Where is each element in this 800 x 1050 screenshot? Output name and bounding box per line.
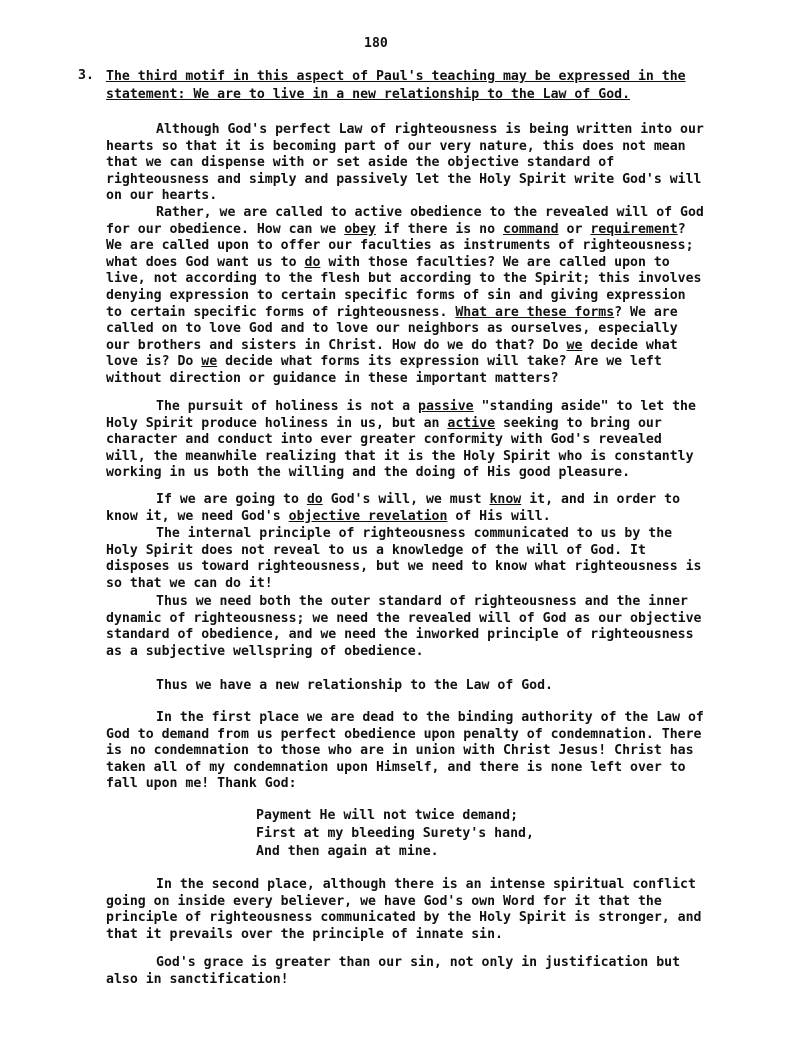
underlined-what-are-these-forms: What are these forms	[455, 304, 615, 320]
p2-text-a: Rather, we are called to active obedience to the revealed will of God for our obedience. How can we	[106, 205, 704, 237]
p3-text-c: seeking to bring our character and conduct into ever greater conformity with God's revealed will, the meanwhile realizing that it is the Holy Spirit who is constantly working in us both the willing and the doing of His good pleasure.	[106, 415, 694, 481]
underlined-know: know	[489, 492, 522, 507]
paragraph-6: Thus we need both the outer standard of righteousness and the inner dynamic of righteousness; we need the revealed will of God as our objective standard of obedience, and we need the inworked principle of righteousness as a subjective wellspring of obedience.	[106, 594, 702, 659]
p2-text-b: if there is no	[375, 221, 503, 237]
p3-text-b: "standing aside" to let the Holy Spirit produce holiness in us, but an	[106, 399, 696, 431]
p4-text-c: it, and in order to know it, we need God's	[106, 492, 681, 524]
page-number: 180	[364, 36, 388, 51]
paragraph-2	[106, 205, 706, 388]
p2-text-e: with those faculties? We are called upon to live, not according to the flesh but according to the Spirit; this involves denying expression to certain specific forms of sin and giving expression to certain specific forms of righteousness.	[106, 254, 702, 320]
paragraph-9: In the second place, although there is an intense spiritual conflict going on inside every believer, we have God's own Word for it that the principle of righteousness communicated by the Holy Spirit is stronger, and that it prevails over the principle of innate sin.	[106, 877, 702, 942]
underlined-do-2: do	[306, 492, 323, 507]
poem-quote	[256, 807, 676, 861]
underlined-passive: passive	[418, 399, 474, 414]
paragraph-7: Thus we have a new relationship to the Law of God.	[156, 678, 553, 693]
underlined-active: active	[447, 415, 496, 431]
paragraph-4	[106, 492, 706, 525]
poem-line: Payment He will not twice demand;	[256, 808, 519, 823]
heading-number: 3.	[78, 68, 94, 83]
underlined-obey: obey	[344, 221, 376, 237]
p4-text-b: God's will, we must	[322, 492, 490, 507]
underlined-command: command	[503, 221, 559, 237]
underlined-objective-revelation: objective revelation	[288, 508, 448, 524]
p3-text-a: The pursuit of holiness is not a	[156, 399, 419, 414]
p2-text-d: ? We are called upon to offer our faculties as instruments of righteousness; what does God want us to	[106, 221, 694, 270]
heading-text: The third motif in this aspect of Paul's teaching may be expressed in the statement: We are to live in a new relationship to the Law of God.	[106, 69, 686, 102]
p4-text-d: of His will.	[447, 508, 551, 524]
poem-line: First at my bleeding Surety's hand,	[256, 826, 534, 841]
underlined-requirement: requirement	[590, 221, 678, 237]
underlined-do: do	[304, 254, 321, 270]
p2-text-c: or	[558, 221, 591, 237]
p2-text-f: ? We are called on to love God and to love our neighbors as ourselves, especially our brothers and sisters in Christ. How do we do that? Do	[106, 304, 678, 353]
paragraph-5: The internal principle of righteousness communicated to us by the Holy Spirit does not reveal to us a knowledge of the will of God. It disposes us toward righteousness, but we need to know what righteousness is so that we can do it!	[106, 526, 702, 591]
poem-line: And then again at mine.	[256, 844, 439, 859]
paragraph-10: God's grace is greater than our sin, not only in justification but also in sanctification!	[106, 955, 681, 987]
underlined-we-2: we	[201, 354, 218, 370]
p2-text-h: decide what forms its expression will take? Are we left without direction or guidance in these important matters?	[106, 354, 662, 386]
paragraph-3	[106, 399, 706, 482]
p2-text-g: decide what love is? Do	[106, 337, 678, 370]
paragraph-1: Although God's perfect Law of righteousness is being written into our hearts so that it is becoming part of our very nature, this does not mean that we can dispense with or set aside the objective standard of righteousness and simply and passively let the Holy Spirit write God's will on our hearts.	[106, 122, 704, 204]
underlined-we-1: we	[566, 337, 583, 353]
paragraph-8: In the first place we are dead to the binding authority of the Law of God to demand from us perfect obedience upon penalty of condemnation. There is no condemnation to those who are in union with Christ Jesus! Christ has taken all of my condemnation upon Himself, and there is none left over to fall upon me! Thank God:	[106, 710, 704, 792]
p4-text-a: If we are going to	[156, 492, 307, 507]
